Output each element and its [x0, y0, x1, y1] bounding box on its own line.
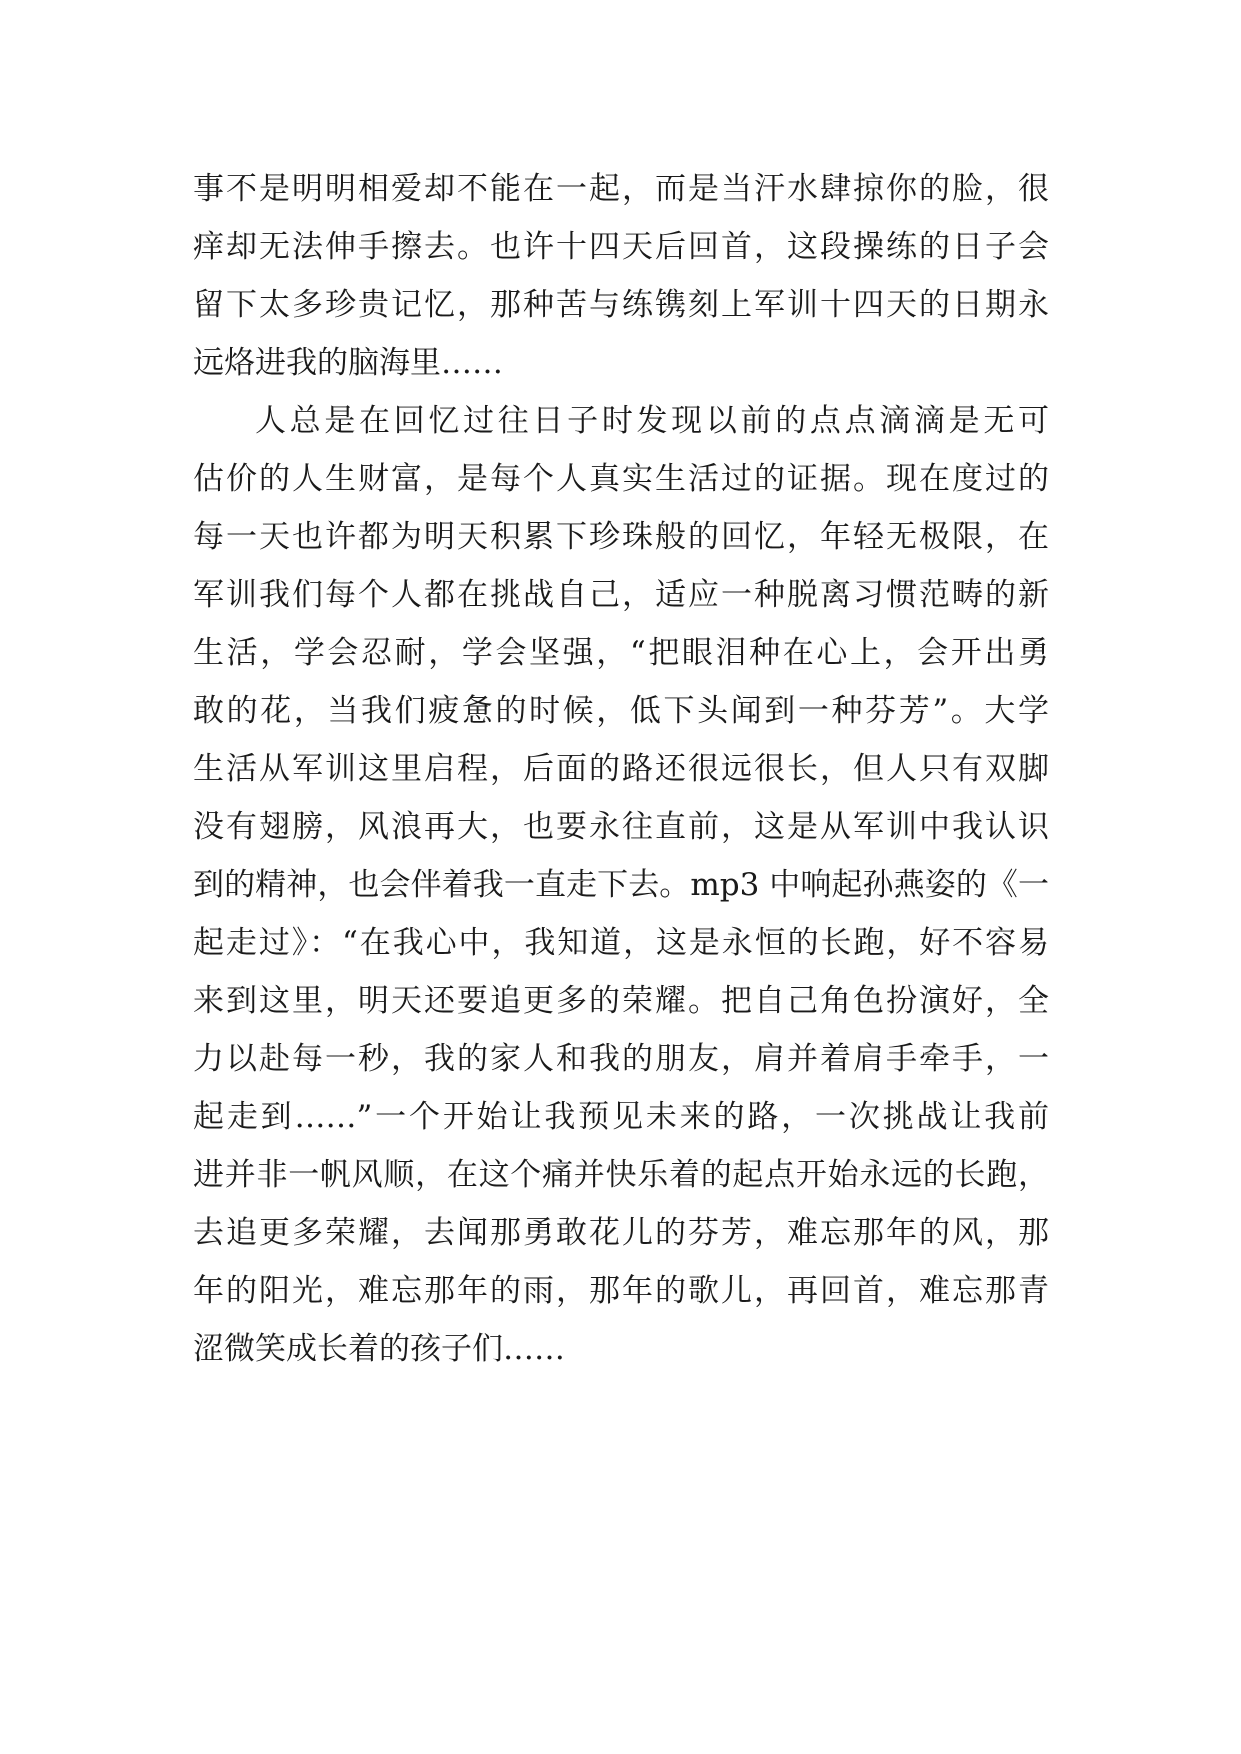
text-line: 人总是在回忆过往日子时发现以前的点点滴滴是无可 — [255, 403, 1049, 439]
paragraph-2 — [193, 392, 1049, 1378]
text-line: 生活从军训这里启程，后面的路还很远很长，但人只有双脚 — [193, 751, 1049, 787]
text-line: 没有翅膀，风浪再大，也要永往直前，这是从军训中我认识 — [193, 809, 1049, 845]
text-line: 去追更多荣耀，去闻那勇敢花儿的芬芳，难忘那年的风，那 — [193, 1215, 1049, 1251]
text-line: 年的阳光，难忘那年的雨，那年的歌儿，再回首，难忘那青 — [193, 1273, 1049, 1309]
text-line: 远烙进我的脑海里…… — [193, 345, 503, 381]
essay-body — [193, 160, 1049, 1378]
text-line: 生活，学会忍耐，学会坚强，“把眼泪种在心上，会开出勇 — [193, 635, 1049, 671]
paragraph-1 — [193, 160, 1049, 392]
text-line: 到的精神，也会伴着我一直走下去。mp3 中响起孙燕姿的《一 — [193, 867, 1049, 903]
text-line: 起走过》：“在我心中，我知道，这是永恒的长跑，好不容易 — [193, 925, 1049, 961]
text-line: 进并非一帆风顺，在这个痛并快乐着的起点开始永远的长跑， — [193, 1157, 1049, 1193]
text-line: 每一天也许都为明天积累下珍珠般的回忆，年轻无极限，在 — [193, 519, 1049, 555]
text-line: 力以赴每一秒，我的家人和我的朋友，肩并着肩手牵手，一 — [193, 1041, 1049, 1077]
text-line: 留下太多珍贵记忆，那种苦与练镌刻上军训十四天的日期永 — [193, 287, 1049, 323]
text-line: 涩微笑成长着的孩子们…… — [193, 1331, 565, 1367]
text-line: 军训我们每个人都在挑战自己，适应一种脱离习惯范畴的新 — [193, 577, 1049, 613]
text-line: 估价的人生财富，是每个人真实生活过的证据。现在度过的 — [193, 461, 1049, 497]
text-line: 敢的花，当我们疲惫的时候，低下头闻到一种芬芳”。大学 — [193, 693, 1049, 729]
text-line: 来到这里，明天还要追更多的荣耀。把自己角色扮演好，全 — [193, 983, 1049, 1019]
text-line: 事不是明明相爱却不能在一起，而是当汗水肆掠你的脸，很 — [193, 171, 1049, 207]
text-line: 起走到……”一个开始让我预见未来的路，一次挑战让我前 — [193, 1099, 1049, 1135]
text-line: 痒却无法伸手擦去。也许十四天后回首，这段操练的日子会 — [193, 229, 1049, 265]
